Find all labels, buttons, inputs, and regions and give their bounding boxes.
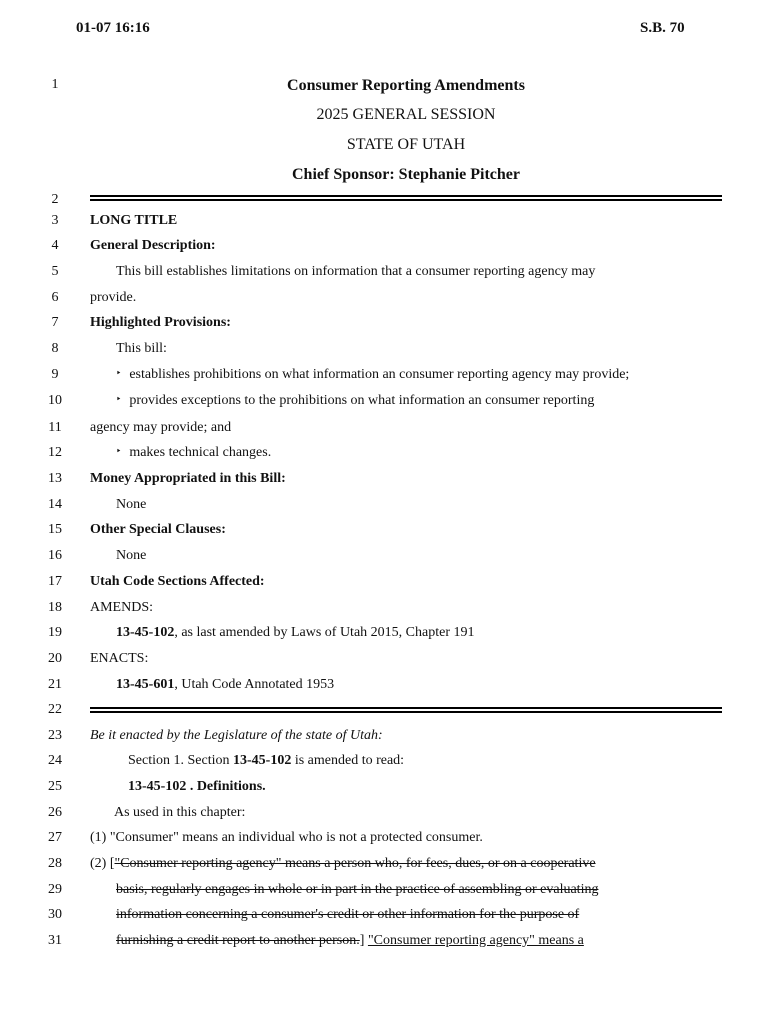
sections-affected-heading: Utah Code Sections Affected: <box>90 574 265 589</box>
line-number: 4 <box>51 238 59 253</box>
enacts-detail: , Utah Code Annotated 1953 <box>174 677 335 692</box>
bullet-icon: ‣ <box>116 368 122 378</box>
amends-detail: , as last amended by Laws of Utah 2015, Chapter 191 <box>174 625 475 640</box>
double-rule-top <box>90 195 722 201</box>
line-number: 11 <box>48 420 62 435</box>
line-number: 25 <box>48 779 62 794</box>
long-title-heading: LONG TITLE <box>90 213 178 228</box>
line-number: 2 <box>51 192 59 207</box>
definition-2-end <box>116 933 584 949</box>
session-label: 2025 GENERAL SESSION <box>316 106 496 123</box>
section-suffix: is amended to read: <box>291 753 405 768</box>
amends-label: AMENDS: <box>90 600 154 615</box>
line-number: 26 <box>48 805 62 820</box>
money-value: None <box>116 497 147 512</box>
definition-number: (2) <box>90 856 110 871</box>
definitions-heading: 13-45-102 . Definitions. <box>128 779 266 794</box>
section-prefix: Section 1. Section <box>128 753 233 768</box>
line-number: 5 <box>51 264 59 279</box>
deletion-bracket-open: [ <box>109 856 115 871</box>
line-number: 8 <box>51 341 59 356</box>
line-number: 13 <box>48 471 62 486</box>
line-number: 14 <box>48 497 62 512</box>
definition-1: (1) "Consumer" means an individual who is not a protected consumer. <box>90 830 483 845</box>
state-label: STATE OF UTAH <box>346 136 466 153</box>
line-number: 6 <box>51 290 59 305</box>
struck-text: furnishing a credit report to another person. <box>116 933 360 948</box>
bullet-icon: ‣ <box>116 446 122 456</box>
struck-text: "Consumer reporting agency" means a person who, for fees, dues, or on a cooperative <box>114 856 596 871</box>
line-number: 29 <box>48 882 62 897</box>
line-number: 7 <box>51 315 59 330</box>
inserted-text: "Consumer reporting agency" means a <box>367 933 584 948</box>
provision-text-cont: agency may provide; and <box>90 420 232 435</box>
line-number: 21 <box>48 677 62 692</box>
line-number: 30 <box>48 907 62 922</box>
special-clauses-value: None <box>116 548 147 563</box>
bullet-icon: ‣ <box>116 394 122 404</box>
enacts-entry <box>116 677 334 693</box>
line-number: 10 <box>48 393 62 408</box>
this-bill-label: This bill: <box>116 341 167 356</box>
amends-entry <box>116 625 474 641</box>
as-used-text: As used in this chapter: <box>114 805 246 820</box>
description-text: This bill establishes limitations on information that a consumer reporting agency may <box>116 264 596 279</box>
chief-sponsor: Chief Sponsor: Stephanie Pitcher <box>292 166 520 183</box>
line-number: 9 <box>51 367 59 382</box>
struck-text: information concerning a consumer's credit or other information for the purpose of <box>116 907 580 922</box>
provision-item <box>116 367 629 383</box>
provision-text: provides exceptions to the prohibitions on what information an consumer reporting <box>129 393 595 408</box>
line-number: 31 <box>48 933 62 948</box>
line-number: 23 <box>48 728 62 743</box>
line-number: 19 <box>48 625 62 640</box>
line-number: 16 <box>48 548 62 563</box>
code-section-ref: 13-45-102 <box>233 753 292 768</box>
provision-item <box>116 393 594 409</box>
money-heading: Money Appropriated in this Bill: <box>90 471 286 486</box>
description-text-cont: provide. <box>90 290 137 305</box>
bill-number: S.B. 70 <box>640 20 685 36</box>
highlighted-provisions-heading: Highlighted Provisions: <box>90 315 231 330</box>
header-timestamp: 01-07 16:16 <box>76 20 150 36</box>
line-number: 18 <box>48 600 62 615</box>
line-number: 17 <box>48 574 62 589</box>
line-number: 1 <box>51 77 59 92</box>
provision-text: establishes prohibitions on what information an consumer reporting agency may provide; <box>129 367 630 382</box>
section-heading <box>128 753 404 769</box>
code-section-ref: 13-45-102 <box>116 625 175 640</box>
enacting-clause: Be it enacted by the Legislature of the state of Utah: <box>90 728 383 743</box>
deletion-bracket-close: ] <box>359 933 365 948</box>
struck-text: basis, regularly engages in whole or in part in the practice of assembling or evaluating <box>116 882 599 897</box>
bill-title: Consumer Reporting Amendments <box>287 77 525 94</box>
provision-item <box>116 445 271 461</box>
line-number: 12 <box>48 445 62 460</box>
special-clauses-heading: Other Special Clauses: <box>90 522 226 537</box>
line-number: 20 <box>48 651 62 666</box>
provision-text: makes technical changes. <box>129 445 272 460</box>
line-number: 27 <box>48 830 62 845</box>
general-description-heading: General Description: <box>90 238 216 253</box>
line-number: 28 <box>48 856 62 871</box>
line-number: 22 <box>48 702 62 717</box>
code-section-ref: 13-45-601 <box>116 677 175 692</box>
double-rule-bottom <box>90 707 722 713</box>
enacts-label: ENACTS: <box>90 651 149 666</box>
line-number: 24 <box>48 753 62 768</box>
definition-2 <box>90 856 596 872</box>
line-number: 15 <box>48 522 62 537</box>
line-number: 3 <box>51 213 59 228</box>
